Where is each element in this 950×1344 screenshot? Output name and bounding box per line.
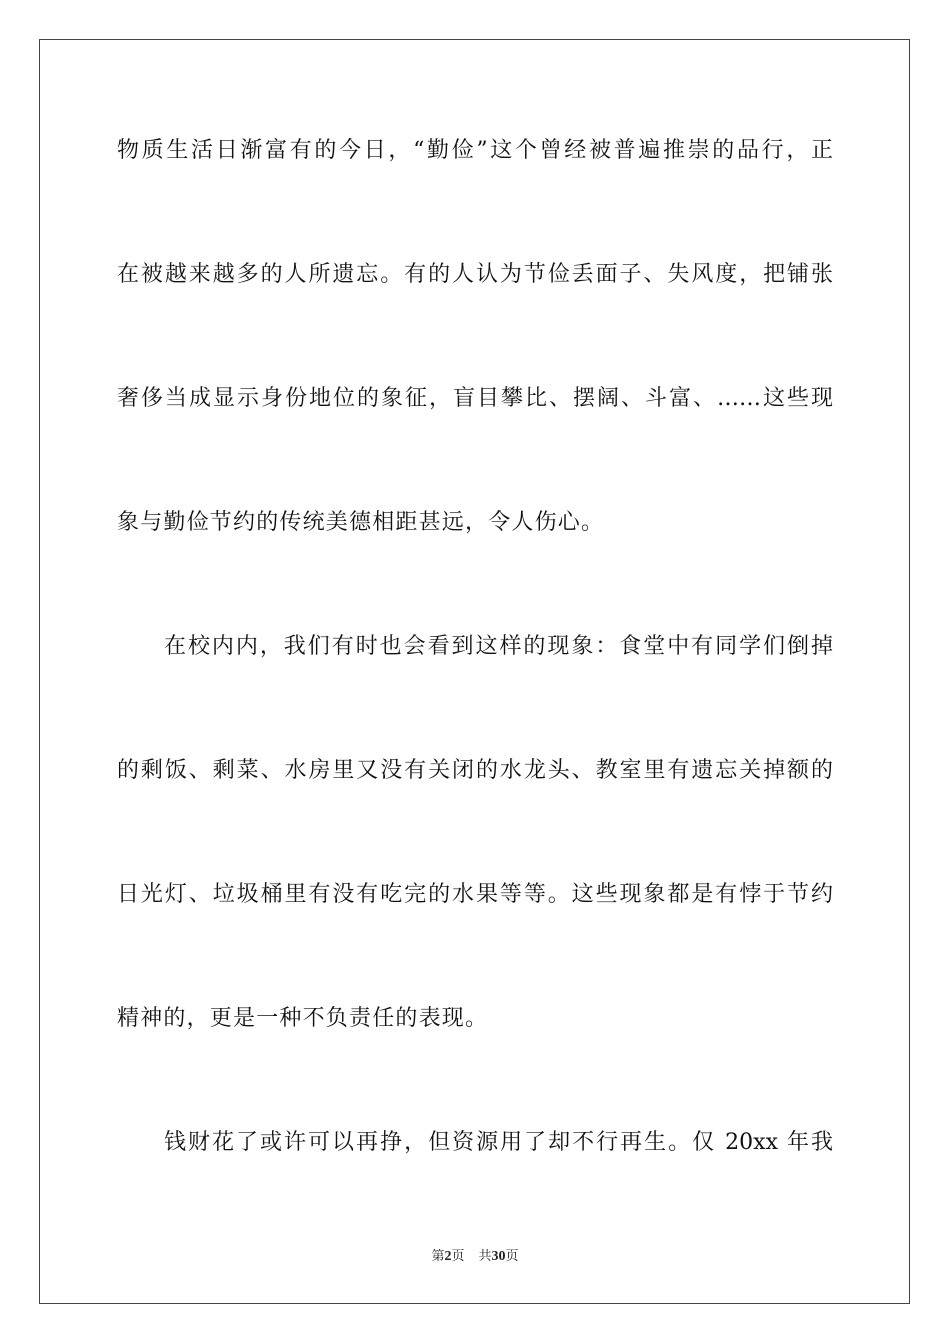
page-suffix: 页: [451, 1249, 465, 1264]
text-line-4: 象与勤俭节约的传统美德相距甚远，令人伤心。: [117, 510, 605, 535]
total-prefix: 共: [478, 1249, 492, 1264]
text-line-2: 在被越来越多的人所遗忘。有的人认为节俭丢面子、失风度，把铺张: [117, 262, 833, 287]
text-line-3: 奢侈当成显示身份地位的象征，盲目攀比、摆阔、斗富、……这些现: [117, 386, 833, 411]
page-footer: [0, 1248, 950, 1266]
page-prefix: 第: [431, 1249, 445, 1264]
page-border: [39, 39, 910, 1304]
text-line-5: 在校内内，我们有时也会看到这样的现象：食堂中有同学们倒掉: [164, 634, 833, 659]
text-line-1: 物质生活日渐富有的今日，“勤俭”这个曾经被普遍推崇的品行，正: [117, 138, 833, 163]
text-line-6: 的剩饭、剩菜、水房里又没有关闭的水龙头、教室里有遗忘关掉额的: [117, 758, 833, 783]
text-line-9: 钱财花了或许可以再挣，但资源用了却不行再生。仅 20xx 年我: [164, 1130, 833, 1155]
total-pages: 30: [491, 1249, 506, 1264]
total-suffix: 页: [505, 1249, 519, 1264]
page-number: 2: [444, 1249, 452, 1264]
text-line-7: 日光灯、垃圾桶里有没有吃完的水果等等。这些现象都是有悖于节约: [117, 882, 833, 907]
text-line-8: 精神的，更是一种不负责任的表现。: [117, 1006, 489, 1031]
